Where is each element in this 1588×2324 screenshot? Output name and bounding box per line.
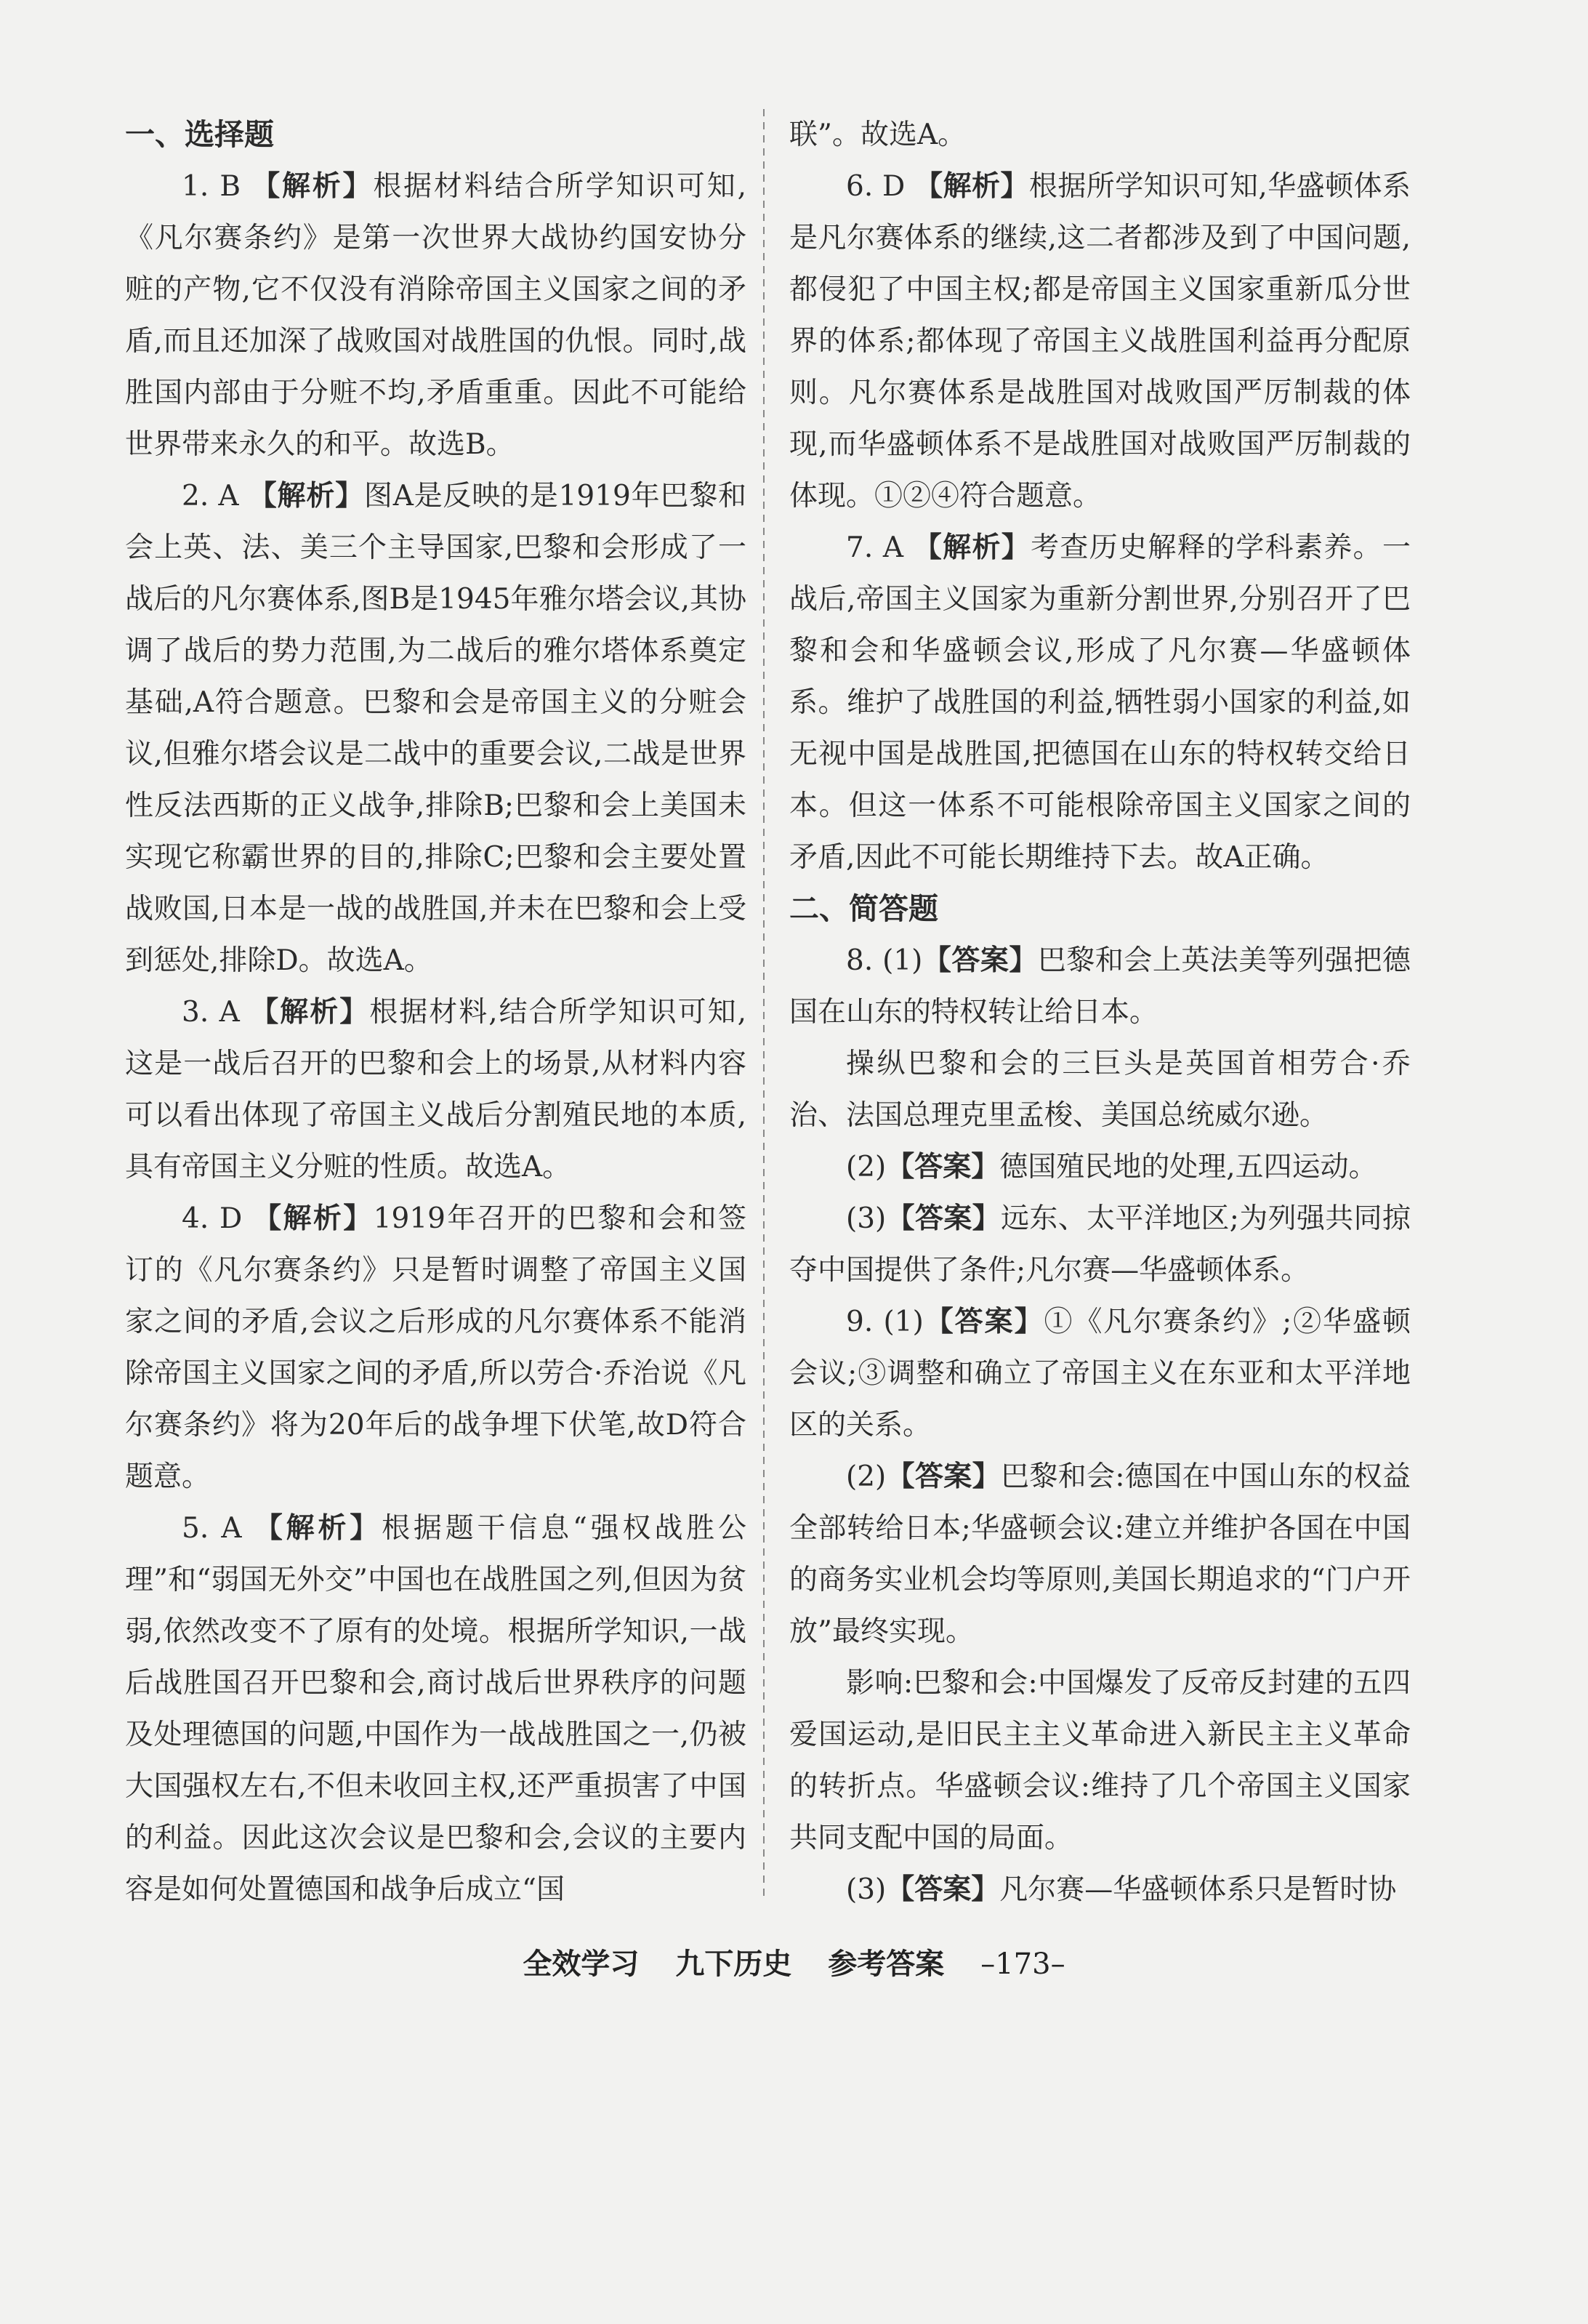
q8-1-text: 巴黎和会上英法美等列强把德国在山东的特权转让给日本。 [789,944,1411,1029]
q9-2-tag: 【答案】 [886,1460,1001,1493]
answer-q2 [125,470,746,986]
q9-1-number: 9. (1) [846,1306,924,1338]
q3-text: 根据材料,结合所学知识可知,这是一战后召开的巴黎和会上的场景,从材料内容可以看出体现了帝国主义战后分割殖民地的本质,具有帝国主义分赃的性质。故选A。 [125,996,746,1183]
q1-text: 根据材料结合所学知识可知,《凡尔赛条约》是第一次世界大战协约国安协分赃的产物,它不仅没有消除帝国主义国家之间的矛盾,而且还加深了战败国对战胜国的仇恨。同时,战胜国内部由于分赃不均,矛盾重重。因此不可能给世界带来永久的和平。故选B。 [125,170,746,461]
footer-section: 参考答案 [828,1947,945,1981]
answer-q4 [125,1193,746,1503]
q2-tag: 【解析】 [248,480,364,512]
q9-2-text: 巴黎和会:德国在中国山东的权益全部转给日本;华盛顿会议:建立并维护各国在中国的商务实业机会均等原则,美国长期追求的“门户开放”最终实现。 [789,1460,1411,1648]
q4-text: 1919年召开的巴黎和会和签订的《凡尔赛条约》只是暂时调整了帝国主义国家之间的矛盾,会议之后形成的凡尔赛体系不能消除帝国主义国家之间的矛盾,所以劳合·乔治说《凡尔赛条约》将为20年后的战争埋下伏笔,故D符合题意。 [125,1202,746,1493]
q6-text: 根据所学知识可知,华盛顿体系是凡尔赛体系的继续,这二者都涉及到了中国问题,都侵犯了中国主权;都是帝国主义国家重新瓜分世界的体系;都体现了帝国主义战胜国利益再分配原则。凡尔赛体系是战胜国对战败国严厉制裁的体现,而华盛顿体系不是战胜国对战败国严厉制裁的体现。①②④符合题意。 [789,170,1411,512]
q8-1-number: 8. (1) [846,944,923,977]
answer-q3 [125,986,746,1193]
answer-q7 [789,522,1411,883]
q9-1-tag: 【答案】 [923,1306,1044,1338]
q7-tag: 【解析】 [913,531,1031,564]
q2-number: 2. A [182,480,239,512]
section-heading-short-answer: 二、简答题 [789,891,938,926]
q9-3-number: (3) [846,1873,887,1906]
answer-q9-3 [789,1864,1411,1915]
q9-2-number: (2) [846,1460,887,1493]
q6-number: 6. D [846,170,906,203]
q1-number: 1. B [182,170,241,203]
answer-q8-2 [789,1141,1411,1193]
q5-tag: 【解析】 [254,1512,382,1545]
answer-q8-3 [789,1193,1411,1296]
footer-subject: 九下历史 [675,1947,792,1981]
column-divider [763,109,765,1897]
q4-tag: 【解析】 [253,1202,374,1235]
page-footer [0,1941,1588,1982]
q9-1-text: ①《凡尔赛条约》;②华盛顿会议;③调整和确立了帝国主义在东亚和太平洋地区的关系。 [789,1306,1411,1442]
q1-tag: 【解析】 [251,170,374,203]
answer-q9-2-impact: 影响:巴黎和会:中国爆发了反帝反封建的五四爱国运动,是旧民主主义革命进入新民主主义革命的转折点。华盛顿会议:维持了几个帝国主义国家共同支配中国的局面。 [789,1667,1411,1854]
right-column [789,109,1411,1915]
q8-3-text: 远东、太平洋地区;为列强共同掠夺中国提供了条件;凡尔赛—华盛顿体系。 [789,1202,1411,1287]
q8-3-tag: 【答案】 [886,1202,1001,1235]
answer-q8-1 [789,935,1411,1038]
q8-2-tag: 【答案】 [886,1151,1000,1183]
left-column [125,109,746,1915]
answer-q8-1-extra: 操纵巴黎和会的三巨头是英国首相劳合·乔治、法国总理克里孟梭、美国总统威尔逊。 [789,1048,1411,1132]
q4-number: 4. D [182,1202,243,1235]
q5-number: 5. A [182,1512,242,1545]
answer-q9-1 [789,1296,1411,1451]
q8-2-number: (2) [846,1151,887,1183]
q5-text: 根据题干信息“强权战胜公理”和“弱国无外交”中国也在战胜国之列,但因为贫弱,依然改变不了原有的处境。根据所学知识,一战后战胜国召开巴黎和会,商讨战后世界秩序的问题及处理德国的问题,中国作为一战战胜国之一,仍被大国强权左右,不但未收回主权,还严重损害了中国的利益。因此这次会议是巴黎和会,会议的主要内容是如何处置德国和战争后成立“国 [125,1512,746,1906]
answer-q6 [789,161,1411,522]
answer-q1 [125,161,746,470]
q3-number: 3. A [182,996,240,1029]
page-number: –173– [980,1947,1065,1981]
q8-1-tag: 【答案】 [922,944,1038,977]
answer-q9-2 [789,1451,1411,1657]
q9-3-text: 凡尔赛—华盛顿体系只是暂时协 [999,1873,1397,1906]
q8-2-text: 德国殖民地的处理,五四运动。 [999,1151,1377,1183]
q5-continuation: 联”。故选A。 [789,118,967,151]
footer-book-title: 全效学习 [523,1947,640,1981]
q9-3-tag: 【答案】 [886,1873,1000,1906]
q3-tag: 【解析】 [250,996,370,1029]
q7-text: 考查历史解释的学科素养。一战后,帝国主义国家为重新分割世界,分别召开了巴黎和会和华盛顿会议,形成了凡尔赛—华盛顿体系。维护了战胜国的利益,牺牲弱小国家的利益,如无视中国是战胜国,把德国在山东的特权转交给日本。但这一体系不可能根除帝国主义国家之间的矛盾,因此不可能长期维持下去。故A正确。 [789,531,1411,874]
section-heading-choice: 一、选择题 [125,117,274,152]
q7-number: 7. A [846,531,904,564]
q2-text: 图A是反映的是1919年巴黎和会上英、法、美三个主导国家,巴黎和会形成了一战后的凡尔赛体系,图B是1945年雅尔塔会议,其协调了战后的势力范围,为二战后的雅尔塔体系奠定基础,A符合题意。巴黎和会是帝国主义的分赃会议,但雅尔塔会议是二战中的重要会议,二战是世界性反法西斯的正义战争,排除B;巴黎和会上美国未实现它称霸世界的目的,排除C;巴黎和会主要处置战败国,日本是一战的战胜国,并未在巴黎和会上受到惩处,排除D。故选A。 [125,480,746,977]
q6-tag: 【解析】 [914,170,1029,203]
answer-q5 [125,1503,746,1915]
q8-3-number: (3) [846,1202,887,1235]
